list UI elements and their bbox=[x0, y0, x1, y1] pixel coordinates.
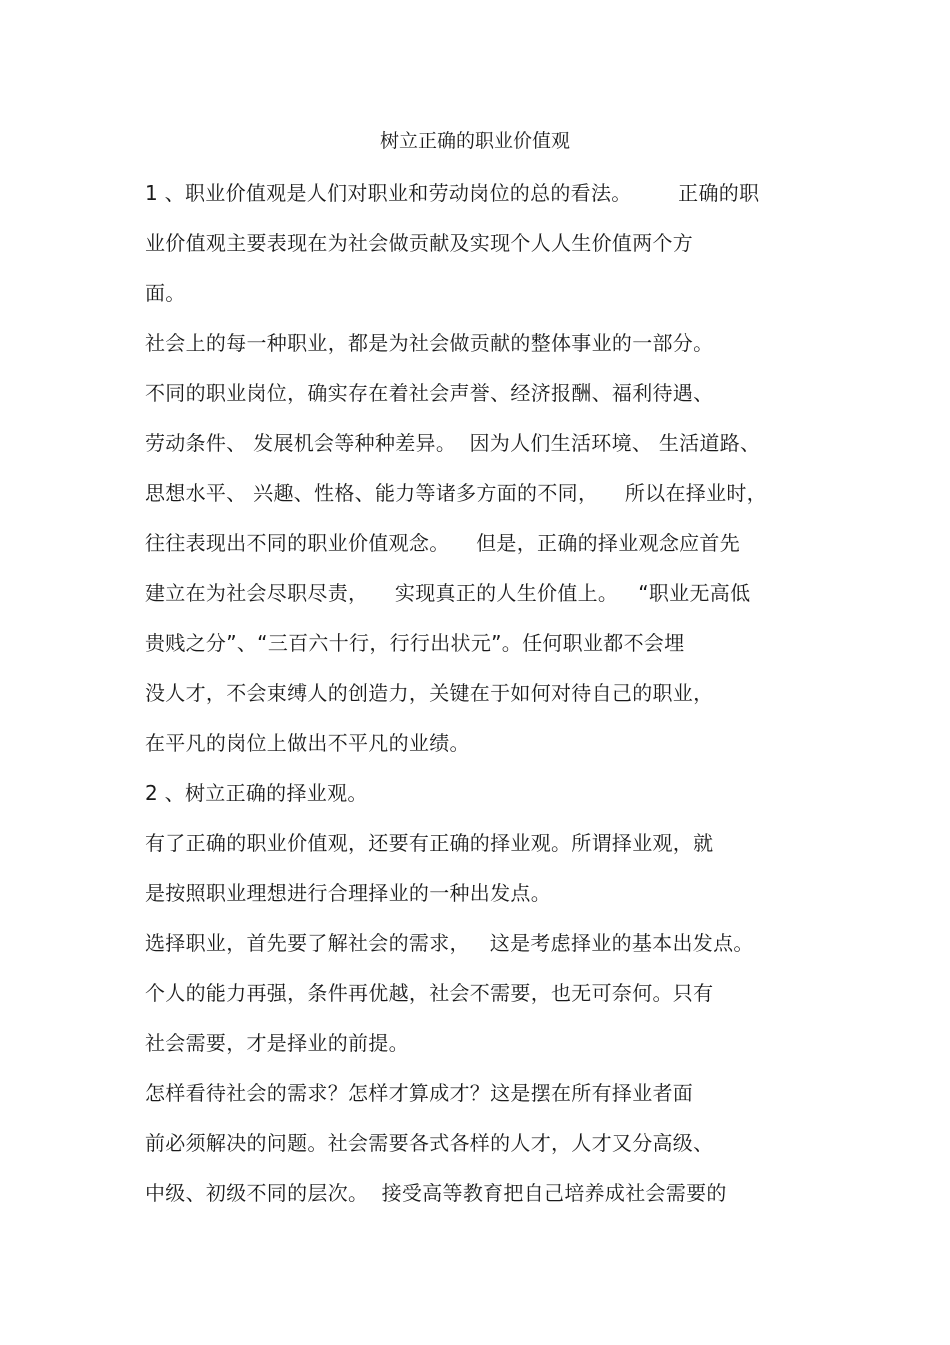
text-line: 是按照职业理想进行合理择业的一种出发点。 bbox=[145, 881, 551, 905]
text-line: 劳动条件、 发展机会等种种差异。 因为人们生活环境、 生活道路、 bbox=[145, 431, 761, 455]
text-line: 在平凡的岗位上做出不平凡的业绩。 bbox=[145, 731, 470, 755]
text-line: 社会需要，才是择业的前提。 bbox=[145, 1031, 409, 1055]
text-line: 选择职业，首先要了解社会的需求， 这是考虑择业的基本出发点。 bbox=[145, 931, 754, 955]
text-line: 不同的职业岗位，确实存在着社会声誉、经济报酬、福利待遇、 bbox=[145, 381, 714, 405]
text-line: 1 、职业价值观是人们对职业和劳动岗位的总的看法。 正确的职 bbox=[145, 181, 760, 205]
text-line: 前必须解决的问题。社会需要各式各样的人才，人才又分高级、 bbox=[145, 1131, 714, 1155]
text-line: 面。 bbox=[145, 281, 186, 305]
text-line: 中级、初级不同的层次。 接受高等教育把自己培养成社会需要的 bbox=[145, 1181, 727, 1205]
text-line: 往往表现出不同的职业价值观念。 但是，正确的择业观念应首先 bbox=[145, 531, 741, 555]
text-line: 2 、树立正确的择业观。 bbox=[145, 781, 368, 805]
text-line: 有了正确的职业价值观，还要有正确的择业观。所谓择业观，就 bbox=[145, 831, 714, 855]
document-title: 树立正确的职业价值观 bbox=[379, 130, 570, 152]
text-line: 思想水平、 兴趣、性格、能力等诸多方面的不同， 所以在择业时， bbox=[145, 481, 767, 505]
text-line: 建立在为社会尽职尽责， 实现真正的人生价值上。 “职业无高低 bbox=[145, 581, 751, 605]
text-line: 没人才，不会束缚人的创造力，关键在于如何对待自己的职业， bbox=[145, 681, 714, 705]
text-line: 个人的能力再强，条件再优越，社会不需要，也无可奈何。只有 bbox=[145, 981, 714, 1005]
text-line: 贵贱之分”、“三百六十行，行行出状元”。任何职业都不会埋 bbox=[145, 631, 685, 655]
text-line: 业价值观主要表现在为社会做贡献及实现个人人生价值两个方 bbox=[145, 231, 694, 255]
document-body bbox=[145, 180, 845, 1230]
text-line: 社会上的每一种职业，都是为社会做贡献的整体事业的一部分。 bbox=[145, 331, 714, 355]
text-line: 怎样看待社会的需求？怎样才算成才？这是摆在所有择业者面 bbox=[145, 1081, 694, 1105]
